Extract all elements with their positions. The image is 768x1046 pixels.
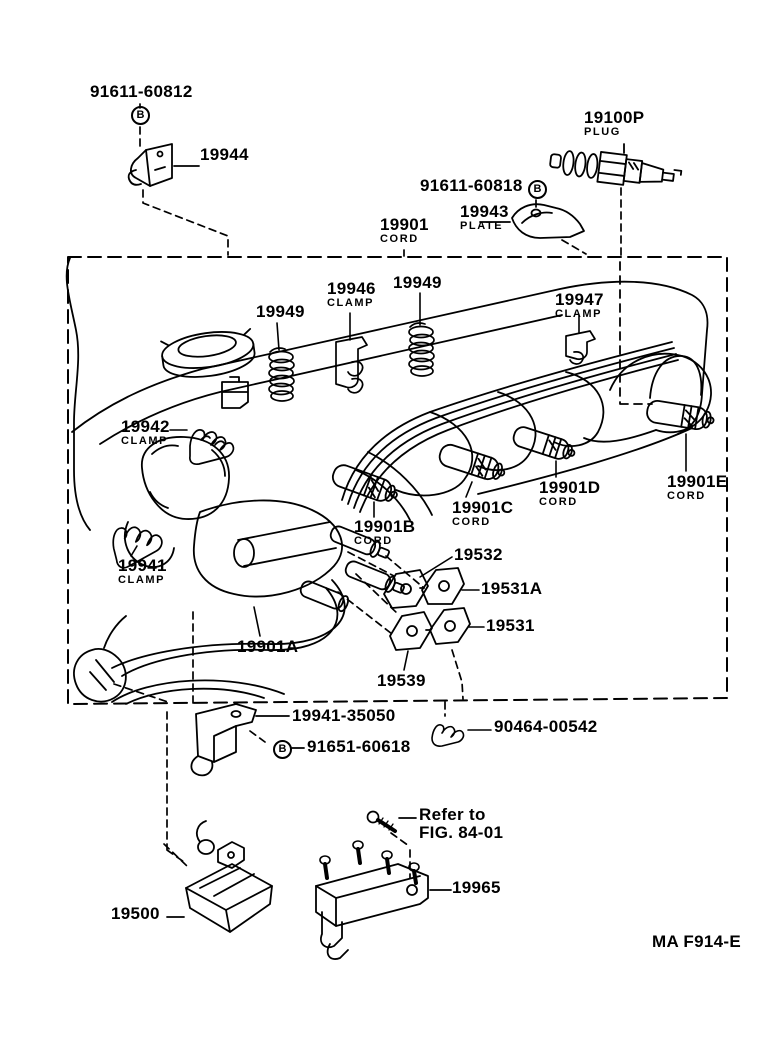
label-19500-text: 19500 — [111, 904, 160, 923]
label-19949-left-text: 19949 — [256, 302, 305, 321]
label-19965 — [452, 879, 501, 897]
label-19946-sub: CLAMP — [327, 296, 375, 309]
label-19941 — [118, 557, 167, 586]
label-19901c-sub: CORD — [452, 515, 491, 528]
label-19100p-sub: PLUG — [584, 125, 621, 138]
label-19949-right-text: 19949 — [393, 273, 442, 292]
leader-19901c — [466, 482, 472, 497]
b-marker-1-text: B — [136, 109, 145, 121]
art-bracket-19941-35050 — [191, 704, 289, 775]
label-19941-35050-text: 19941-35050 — [292, 706, 396, 725]
label-19532-text: 19532 — [454, 545, 503, 564]
label-19949-left — [256, 303, 305, 321]
label-19901c-text: 19901C — [452, 498, 514, 517]
art-clamp-19947 — [566, 331, 595, 364]
label-91651-60618 — [307, 738, 411, 756]
label-19943-text: 19943 — [460, 202, 509, 221]
label-91611-60818 — [420, 177, 523, 195]
leader-19901a — [254, 607, 260, 636]
art-clamp-19942 — [190, 430, 234, 464]
label-91611-60812-text: 91611-60812 — [90, 82, 193, 101]
leader-19949-left — [277, 323, 279, 350]
label-19901a — [237, 638, 298, 656]
note-refer-fig — [419, 806, 503, 841]
label-19946-text: 19946 — [327, 279, 376, 298]
label-19901d-sub: CORD — [539, 495, 578, 508]
label-19944-text: 19944 — [200, 145, 249, 164]
doc-code-text: MA F914-E — [652, 932, 741, 951]
label-19943-sub: PLATE — [460, 219, 504, 232]
label-19943 — [460, 203, 509, 232]
label-19944 — [200, 146, 249, 164]
label-91611-60818-text: 91611-60818 — [420, 176, 523, 195]
label-19901d — [539, 479, 600, 508]
b-marker-2 — [528, 180, 547, 199]
label-19901d-text: 19901D — [539, 478, 601, 497]
art-spring-19949-left — [269, 348, 294, 401]
doc-code — [652, 933, 741, 951]
label-19532 — [454, 546, 503, 564]
label-19901c — [452, 499, 513, 528]
art-boot-19901d — [511, 425, 577, 463]
label-19901e — [667, 473, 727, 502]
label-19531a — [481, 580, 542, 598]
label-91651-60618-text: 91651-60618 — [307, 737, 411, 756]
label-19531-text: 19531 — [486, 616, 535, 635]
label-19901b-sub: CORD — [354, 534, 393, 547]
label-19531a-text: 19531A — [481, 579, 543, 598]
art-spark-plug-19100p — [549, 146, 683, 192]
art-clamp-90464 — [432, 725, 491, 746]
note-refer-fig-text: Refer to — [419, 805, 486, 824]
label-19901e-text: 19901E — [667, 472, 728, 491]
label-19901a-text: 19901A — [237, 637, 299, 656]
note-refer-fig-line2: FIG. 84-01 — [419, 822, 504, 842]
art-bracket-19944 — [129, 144, 199, 186]
b-marker-1 — [131, 106, 150, 125]
label-19539 — [377, 672, 426, 690]
label-19942 — [121, 418, 170, 447]
label-19901-text: 19901 — [380, 215, 429, 234]
label-19942-text: 19942 — [121, 417, 170, 436]
label-19539-text: 19539 — [377, 671, 426, 690]
label-19949-right — [393, 274, 442, 292]
label-19901e-sub: CORD — [667, 489, 706, 502]
label-19941-text: 19941 — [118, 556, 167, 575]
label-19901-sub: CORD — [380, 232, 419, 245]
leader-19532 — [420, 557, 452, 577]
label-19531 — [486, 617, 535, 635]
label-19947 — [555, 291, 604, 320]
label-19947-sub: CLAMP — [555, 307, 603, 320]
label-19942-sub: CLAMP — [121, 434, 169, 447]
label-19941-sub: CLAMP — [118, 573, 166, 586]
b-marker-3 — [273, 740, 292, 759]
leader-19941 — [131, 546, 137, 556]
label-19901 — [380, 216, 429, 245]
art-coil-19500 — [167, 821, 272, 932]
dashed-boundary-box — [68, 257, 727, 704]
art-bolt-refer — [368, 812, 417, 832]
art-bracket-19965 — [316, 841, 451, 959]
label-90464-00542 — [494, 718, 598, 736]
label-19100p — [584, 109, 644, 138]
label-19901b-text: 19901B — [354, 517, 416, 536]
label-19100p-text: 19100P — [584, 108, 645, 127]
label-19946 — [327, 280, 376, 309]
label-19941-35050 — [292, 707, 396, 725]
b-marker-3-text: B — [278, 743, 287, 755]
leader-19539 — [404, 651, 408, 670]
label-19947-text: 19947 — [555, 290, 604, 309]
label-91611-60812 — [90, 83, 193, 101]
label-19965-text: 19965 — [452, 878, 501, 897]
label-19500 — [111, 905, 160, 923]
art-connectors — [384, 568, 470, 650]
b-marker-2-text: B — [533, 183, 542, 195]
label-90464-00542-text: 90464-00542 — [494, 717, 598, 736]
label-19901b — [354, 518, 415, 547]
